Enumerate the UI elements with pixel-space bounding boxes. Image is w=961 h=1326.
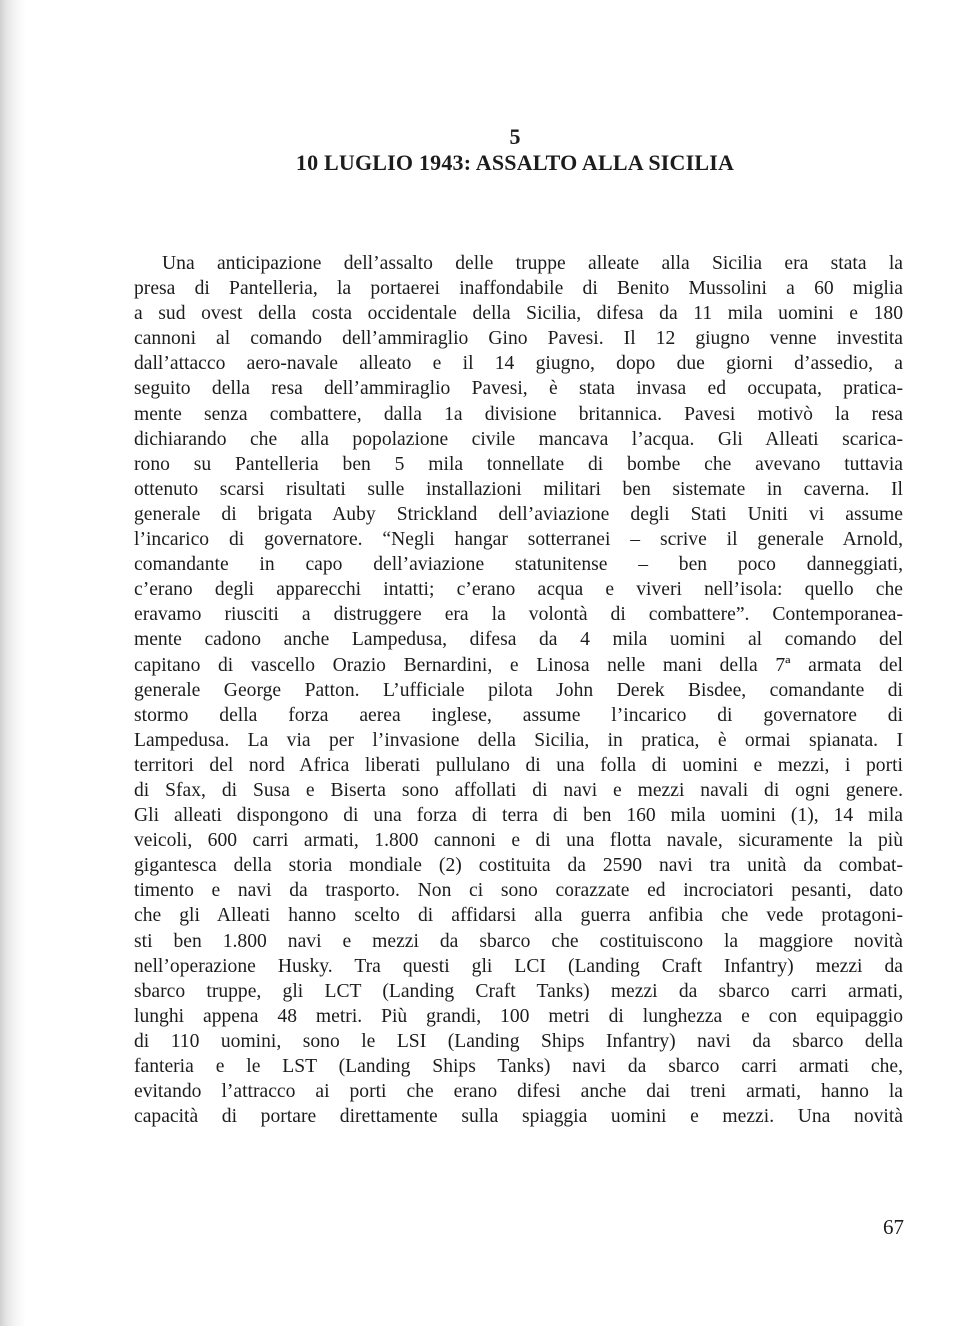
text-line: ottenuto scarsi risultati sulle installazioni militari ben sistemate in caverna. Il	[134, 478, 903, 500]
text-line: l’incarico di governatore. “Negli hangar sotterranei – scrive il generale Arnold,	[134, 529, 903, 551]
text-line: dall’attacco aero-navale alleato e il 14 giugno, dopo due giorni d’assedio, a	[134, 353, 903, 375]
text-line: che gli Alleati hanno scelto di affidarsi alla guerra anfibia che vede protagoni-	[134, 905, 903, 927]
chapter-title: 10 LUGLIO 1943: ASSALTO ALLA SICILIA	[295, 150, 735, 175]
text-line: stormo della forza aerea inglese, assume l’incarico di governatore di	[134, 704, 903, 726]
text-line: rono su Pantelleria ben 5 mila tonnellate di bombe che avevano tuttavia	[134, 453, 903, 475]
text-line: c’erano degli apparecchi intatti; c’erano acqua e viveri nell’isola: quello che	[134, 579, 903, 601]
text-line: generale George Patton. L’ufficiale pilota John Derek Bisdee, comandante di	[134, 679, 903, 701]
text-line: cannoni al comando dell’ammiraglio Gino Pavesi. Il 12 giugno venne investita	[134, 328, 903, 350]
text-line: sbarco truppe, gli LCT (Landing Craft Tanks) mezzi da sbarco carri armati,	[134, 980, 903, 1002]
text-line: nell’operazione Husky. Tra questi gli LCI (Landing Craft Infantry) mezzi da	[134, 955, 903, 977]
text-line: territori del nord Africa liberati pullulano di una folla di uomini e mezzi, i porti	[134, 754, 903, 776]
text-line: comandante in capo dell’aviazione statunitense – ben poco danneggiati,	[134, 554, 903, 576]
text-line: capitano di vascello Orazio Bernardini, e Linosa nelle mani della 7ª armata del	[134, 654, 903, 676]
text-line: mente cadono anche Lampedusa, difesa da 4 mila uomini al comando del	[134, 629, 903, 651]
text-line: lunghi appena 48 metri. Più grandi, 100 metri di lunghezza e con equipaggio	[134, 1005, 903, 1027]
text-line: timento e navi da trasporto. Non ci sono corazzate ed incrociatori pesanti, dato	[134, 880, 903, 902]
text-line: fanteria e le LST (Landing Ships Tanks) navi da sbarco carri armati che,	[134, 1056, 903, 1077]
text-line: mente senza combattere, dalla 1a divisione britannica. Pavesi motivò la resa	[134, 403, 903, 425]
text-line: Una anticipazione dell’assalto delle truppe alleate alla Sicilia era stata la	[162, 253, 903, 274]
page-binding-shadow	[0, 0, 26, 1326]
text-line: gigantesca della storia mondiale (2) costituita da 2590 navi tra unità da combat-	[134, 855, 903, 877]
text-line: di Sfax, di Susa e Biserta sono affollati di navi e mezzi navali di ogni genere.	[134, 779, 903, 801]
text-line: veicoli, 600 carri armati, 1.800 cannoni e di una flotta navale, sicuramente la più	[134, 830, 903, 852]
text-line: eravamo riusciti a distruggere era la volontà di combattere”. Contemporanea-	[134, 604, 903, 626]
text-line: presa di Pantelleria, la portaerei inaffondabile di Benito Mussolini a 60 miglia	[134, 278, 903, 300]
text-line: a sud ovest della costa occidentale della Sicilia, difesa da 11 mila uomini e 180	[134, 303, 903, 325]
text-line: Lampedusa. La via per l’invasione della Sicilia, in pratica, è ormai spianata. I	[134, 729, 903, 751]
text-line: capacità di portare direttamente sulla spiaggia uomini e mezzi. Una novità	[134, 1106, 903, 1128]
text-line: seguito della resa dell’ammiraglio Pavesi, è stata invasa ed occupata, pratica-	[134, 378, 903, 400]
chapter-number: 5	[509, 124, 521, 149]
text-line: di 110 uomini, sono le LSI (Landing Ships Infantry) navi da sbarco della	[134, 1030, 903, 1052]
text-line: Gli alleati dispongono di una forza di terra di ben 160 mila uomini (1), 14 mila	[134, 805, 903, 827]
text-line: dichiarando che alla popolazione civile mancava l’acqua. Gli Alleati scarica-	[134, 428, 903, 450]
text-line: generale di brigata Auby Strickland dell’aviazione degli Stati Uniti vi assume	[134, 503, 903, 525]
page-number: 67	[883, 1215, 904, 1239]
text-line: sti ben 1.800 navi e mezzi da sbarco che costituiscono la maggiore novità	[134, 930, 903, 952]
text-line: evitando l’attracco ai porti che erano difesi anche dai treni armati, hanno la	[134, 1081, 903, 1103]
body-paragraph	[134, 251, 903, 1129]
